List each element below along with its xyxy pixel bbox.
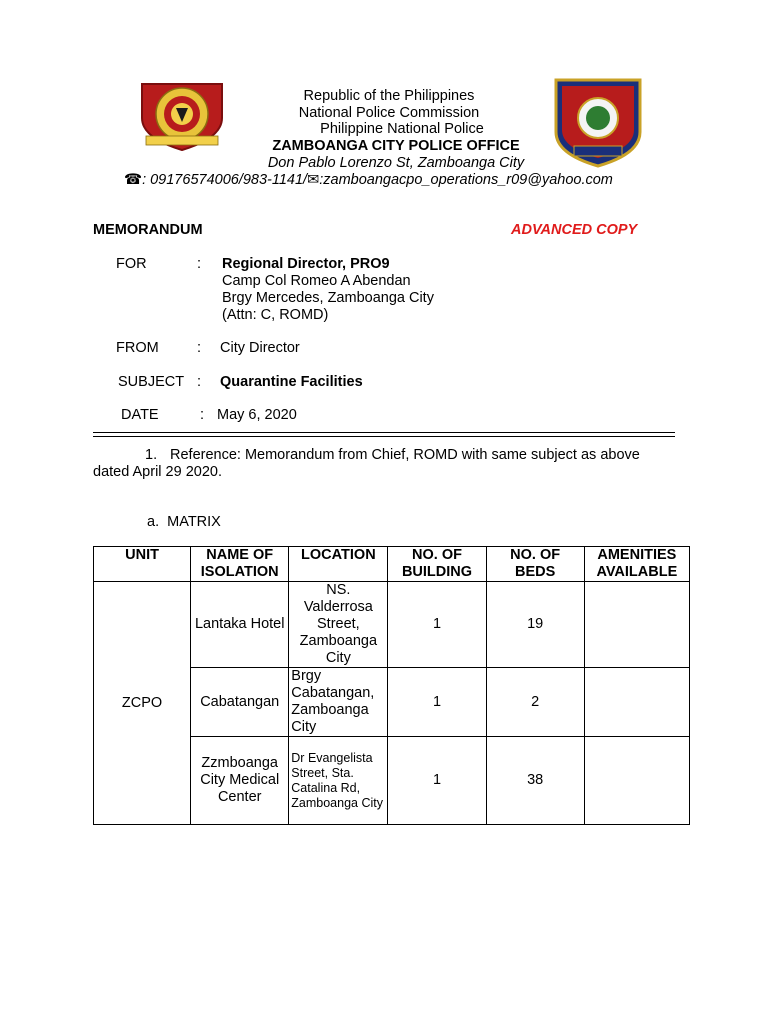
amenities-cell <box>584 668 689 737</box>
para1-line2: dated April 29 2020. <box>93 464 222 480</box>
building-count-cell: 1 <box>388 582 486 668</box>
header-no-of-building: NO. OF BUILDING <box>388 547 486 582</box>
for-address-line1: Camp Col Romeo A Abendan <box>222 273 411 289</box>
amenities-cell <box>584 582 689 668</box>
memo-title: MEMORANDUM <box>93 222 203 238</box>
header-location: LOCATION <box>289 547 388 582</box>
matrix-subheading: a. MATRIX <box>147 514 221 530</box>
divider-rule-top <box>93 432 675 433</box>
location-cell: Dr Evangelista Street, Sta. Catalina Rd, Zamboanga City <box>289 737 388 825</box>
header-no-of-beds: NO. OF BEDS <box>486 547 584 582</box>
divider-rule-bottom <box>93 436 675 437</box>
header-pnp: Philippine National Police <box>320 121 484 137</box>
para1-number: 1. <box>145 447 158 463</box>
for-recipient: Regional Director, PRO9 <box>222 256 390 272</box>
subject-colon: : <box>197 374 202 390</box>
header-address: Don Pablo Lorenzo St, Zamboanga City <box>267 155 525 171</box>
amenities-cell <box>584 737 689 825</box>
bed-count-cell: 38 <box>486 737 584 825</box>
from-value: City Director <box>220 340 300 356</box>
subject-label: SUBJECT <box>118 374 185 390</box>
mail-icon: ✉ <box>307 172 320 188</box>
header-republic: Republic of the Philippines <box>303 88 475 104</box>
header-amenities-available: AMENITIES AVAILABLE <box>584 547 689 582</box>
from-label: FROM <box>116 340 159 356</box>
building-count-cell: 1 <box>388 737 486 825</box>
header-contact-line <box>124 172 613 189</box>
table-header-row <box>94 547 690 582</box>
isolation-name-cell: Lantaka Hotel <box>191 582 289 668</box>
location-cell: Brgy Cabatangan, Zamboanga City <box>289 668 388 737</box>
bed-count-cell: 2 <box>486 668 584 737</box>
isolation-name-cell: Zzmboanga City Medical Center <box>191 737 289 825</box>
building-count-cell: 1 <box>388 668 486 737</box>
header-name-of-isolation: NAME OF ISOLATION <box>191 547 289 582</box>
date-label: DATE <box>121 407 159 423</box>
para1-line1: Reference: Memorandum from Chief, ROMD with same subject as above <box>170 447 640 463</box>
isolation-name-cell: Cabatangan <box>191 668 289 737</box>
contact-phone: : 09176574006/983-1141/ <box>142 172 308 188</box>
contact-email: :zamboangacpo_operations_r09@yahoo.com <box>319 172 613 188</box>
for-colon: : <box>197 256 202 272</box>
phone-icon: ☎ <box>124 172 143 188</box>
header-office-name: ZAMBOANGA CITY POLICE OFFICE <box>272 138 520 154</box>
date-value: May 6, 2020 <box>217 407 297 423</box>
header-unit: UNIT <box>94 547 191 582</box>
quarantine-matrix-table <box>93 546 690 825</box>
from-colon: : <box>197 340 202 356</box>
advanced-copy-label: ADVANCED COPY <box>511 222 638 238</box>
date-colon: : <box>200 407 205 423</box>
location-cell: NS. Valderrosa Street, Zamboanga City <box>289 582 388 668</box>
bed-count-cell: 19 <box>486 582 584 668</box>
unit-cell: ZCPO <box>94 582 191 825</box>
table-row <box>94 582 690 668</box>
subject-value: Quarantine Facilities <box>220 374 363 390</box>
for-label: FOR <box>116 256 147 272</box>
for-attention: (Attn: C, ROMD) <box>222 307 329 323</box>
header-napolcom: National Police Commission <box>298 105 480 121</box>
for-address-line2: Brgy Mercedes, Zamboanga City <box>222 290 434 306</box>
